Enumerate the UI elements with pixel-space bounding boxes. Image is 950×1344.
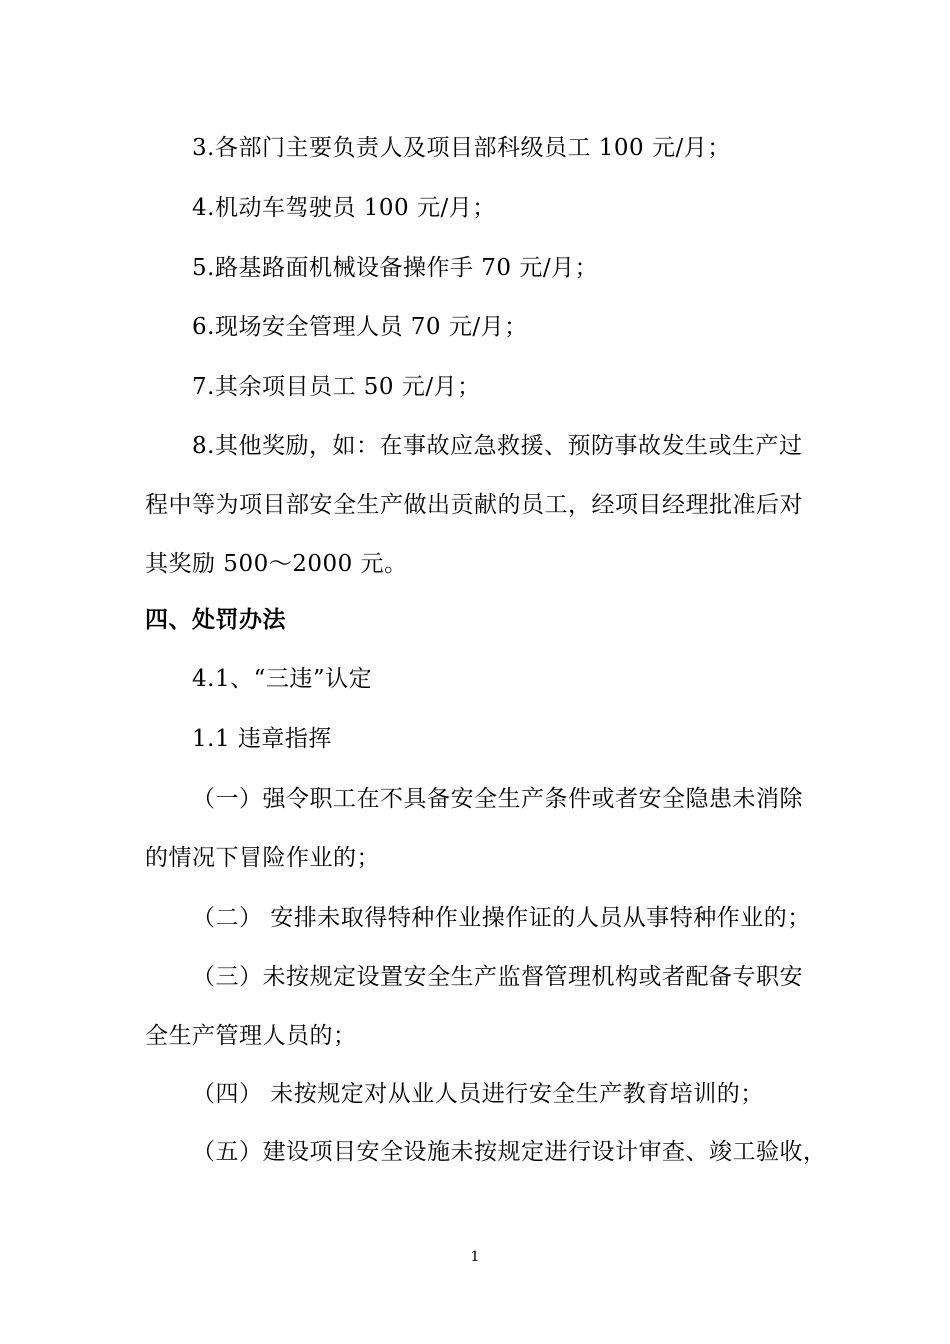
section-heading: 四、处罚办法 bbox=[145, 607, 286, 633]
reward-item-6: 6.现场安全管理人员 70 元/月； bbox=[192, 314, 528, 340]
reward-item-8-line-3: 其奖励 500～2000 元。 bbox=[145, 551, 408, 577]
reward-item-4: 4.机动车驾驶员 100 元/月； bbox=[192, 195, 496, 221]
reward-item-8-line-1: 8.其他奖励，如：在事故应急救援、预防事故发生或生产过 bbox=[192, 433, 803, 459]
subsection-heading: 4.1、“三违”认定 bbox=[192, 666, 373, 692]
page-number: 1 bbox=[470, 1249, 480, 1265]
violation-item-1-line-1: （一）强令职工在不具备安全生产条件或者安全隐患未消除 bbox=[192, 786, 803, 812]
reward-item-5: 5.路基路面机械设备操作手 70 元/月； bbox=[192, 255, 599, 281]
violation-item-4: （四） 未按规定对从业人员进行安全生产教育培训的； bbox=[192, 1081, 764, 1107]
reward-item-7: 7.其余项目员工 50 元/月； bbox=[192, 374, 481, 400]
violation-item-5-line-1: （五）建设项目安全设施未按规定进行设计审查、竣工验收， bbox=[192, 1139, 827, 1165]
violation-item-3-line-2: 全生产管理人员的； bbox=[145, 1023, 357, 1049]
reward-item-3: 3.各部门主要负责人及项目部科级员工 100 元/月； bbox=[192, 135, 731, 161]
violation-item-3-line-1: （三）未按规定设置安全生产监督管理机构或者配备专职安 bbox=[192, 964, 803, 990]
violation-item-1-line-2: 的情况下冒险作业的； bbox=[145, 845, 380, 871]
reward-item-8-line-2: 程中等为项目部安全生产做出贡献的员工，经项目经理批准后对 bbox=[145, 492, 803, 518]
violation-item-2: （二） 安排未取得特种作业操作证的人员从事特种作业的； bbox=[192, 905, 811, 931]
subsection-title: 1.1 违章指挥 bbox=[192, 726, 332, 752]
